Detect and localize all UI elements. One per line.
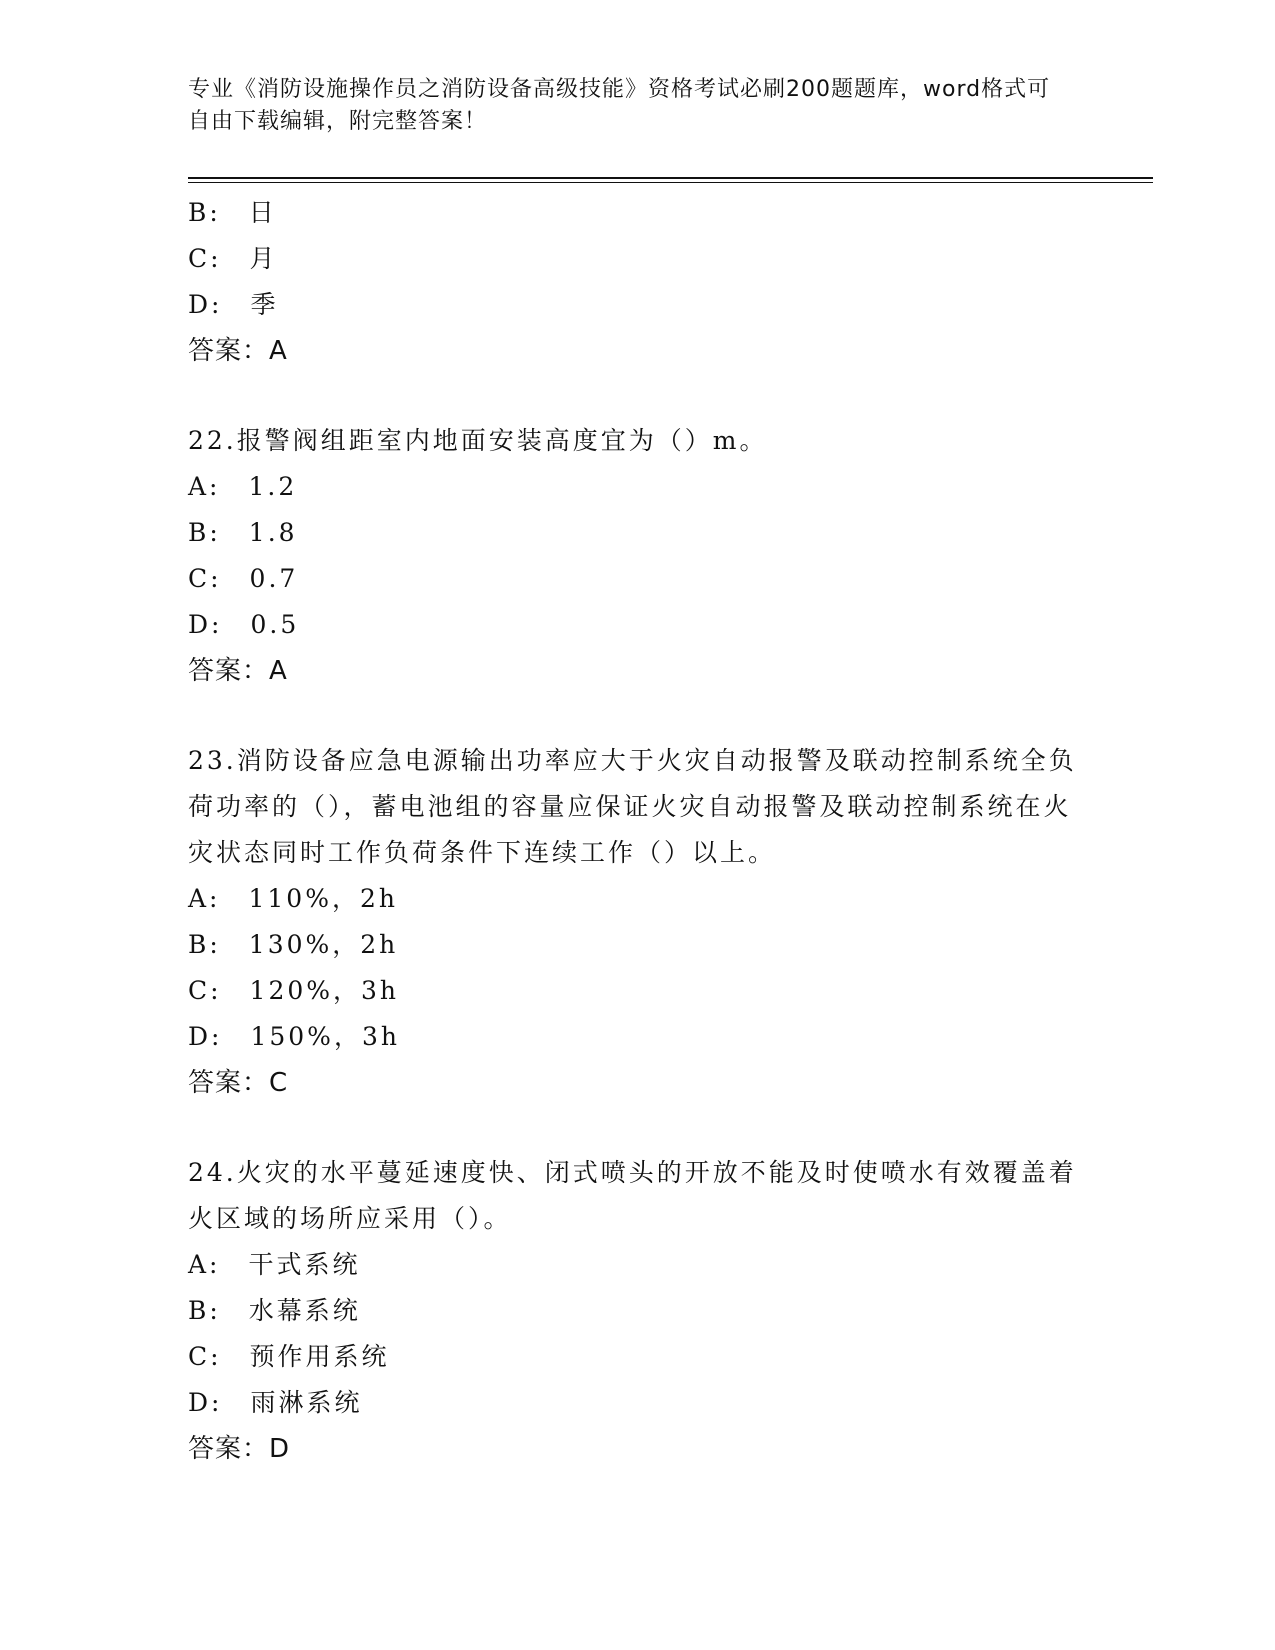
option-b: B: 130%，2h <box>188 930 399 959</box>
question-text: 24.火灾的水平蔓延速度快、闭式喷头的开放不能及时使喷水有效覆盖着火区域的场所应采用（）。 <box>188 1158 1077 1233</box>
option-c: C: 0.7 <box>188 564 299 593</box>
option-d: D: 0.5 <box>188 610 300 639</box>
option-d: D: 雨淋系统 <box>188 1388 363 1417</box>
option-b: B: 日 <box>188 198 277 227</box>
option-c: C: 月 <box>188 244 278 273</box>
answer-line: 答案：C <box>188 1068 289 1098</box>
option-b: B: 1.8 <box>188 518 298 547</box>
question-text: 23.消防设备应急电源输出功率应大于火灾自动报警及联动控制系统全负荷功率的（），蓄电池组的容量应保证火灾自动报警及联动控制系统在火灾状态同时工作负荷条件下连续工作（）以上。 <box>188 746 1077 867</box>
header-rule-thin <box>188 182 1153 183</box>
header-rule-thick <box>188 177 1153 179</box>
question-text: 22.报警阀组距室内地面安装高度宜为（）m。 <box>188 426 768 455</box>
option-a: A: 干式系统 <box>188 1250 361 1279</box>
option-a: A: 1.2 <box>188 472 298 501</box>
option-d: D: 150%，3h <box>188 1022 400 1051</box>
question-22 <box>188 418 1088 694</box>
question-spacer <box>188 374 1088 418</box>
header-title: 专业《消防设施操作员之消防设备高级技能》资格考试必刷200题题库，word格式可自由下载编辑，附完整答案！ <box>188 77 1051 134</box>
answer-line: 答案：D <box>188 1434 291 1464</box>
answer-line: 答案：A <box>188 336 288 366</box>
question-spacer <box>188 1106 1088 1150</box>
option-c: C: 120%，3h <box>188 976 400 1005</box>
document-header <box>188 74 1068 138</box>
question-24 <box>188 1150 1088 1472</box>
question-spacer <box>188 694 1088 738</box>
partial-question <box>188 190 1088 374</box>
option-d: D: 季 <box>188 290 279 319</box>
question-list <box>188 190 1088 1472</box>
option-a: A: 110%，2h <box>188 884 398 913</box>
answer-line: 答案：A <box>188 656 288 686</box>
option-b: B: 水幕系统 <box>188 1296 361 1325</box>
question-23 <box>188 738 1088 1106</box>
option-c: C: 预作用系统 <box>188 1342 390 1371</box>
